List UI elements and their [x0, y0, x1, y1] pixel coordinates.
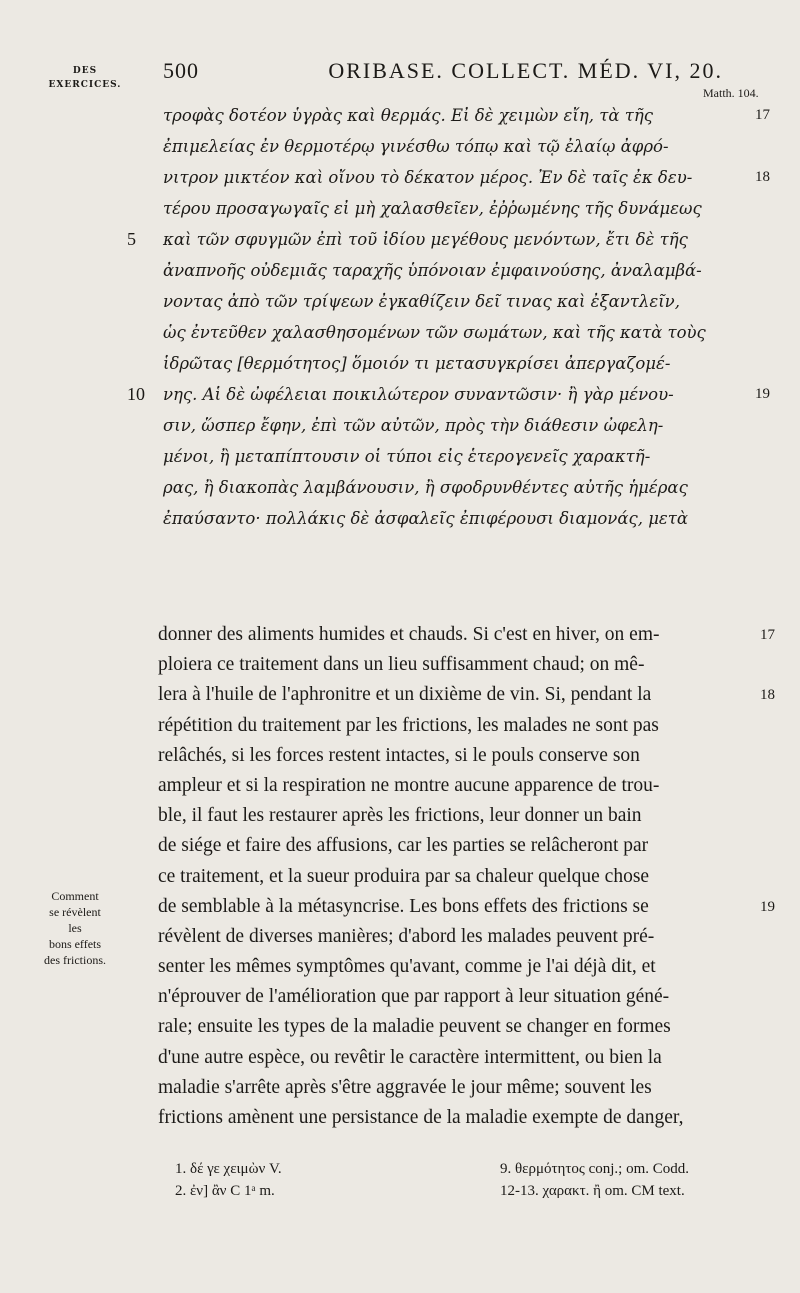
- line-text: de semblable à la métasyncrise. Les bons effets des frictions se: [158, 895, 649, 917]
- section-number: 17: [760, 627, 775, 643]
- french-line: [158, 650, 768, 680]
- line-text: νης. Αἱ δὲ ὠφέλειαι ποικιλώτερον συναντῶσιν· ἢ γὰρ μένου-: [163, 385, 674, 404]
- french-line: [158, 711, 768, 741]
- sidenote-line: les: [68, 921, 82, 935]
- section-number: 19: [760, 898, 775, 915]
- line-text: ἱδρῶτας [θερμότητος] ὅμοιόν τι μετασυγκρίσει ἀπεργαζομέ-: [163, 354, 671, 373]
- margin-sidenote: [30, 888, 120, 968]
- sidenote-line: bons effets: [48, 937, 102, 951]
- greek-line: [163, 162, 770, 193]
- line-text: σιν, ὥσπερ ἔφην, ἐπὶ τῶν αὐτῶν, πρὸς τὴν διάθεσιν ὠφελη-: [163, 416, 664, 435]
- section-number: 18: [760, 687, 775, 704]
- sidenote-line: Comment: [51, 889, 99, 903]
- line-text: μένοι, ἢ μεταπίπτουσιν οἱ τύποι εἰς ἑτερογενεῖς χαρακτῆ-: [163, 447, 651, 466]
- french-line: [158, 1103, 768, 1133]
- line-text: ble, il faut les restaurer après les frictions, leur donner un bain: [158, 805, 642, 827]
- page-number: 500: [163, 58, 199, 83]
- line-text: de siége et faire des affusions, car les parties se relâcheront par: [158, 835, 649, 857]
- line-text: n'éprouver de l'amélioration que par rapport à leur situation géné-: [158, 986, 670, 1008]
- margin-head-line: DES: [72, 66, 98, 76]
- line-text: révèlent de diverses manières; d'abord les malades peuvent pré-: [158, 925, 655, 947]
- french-line: [158, 982, 768, 1012]
- line-text: νοντας ἀπὸ τῶν τρίψεων ἐγκαθίζειν δεῖ τινας καὶ ἐξαντλεῖν,: [163, 292, 680, 311]
- line-text: ρας, ἢ διακοπὰς λαμβάνουσιν, ἢ σφοδρυνθέντες αὐτῆς ἡμέρας: [163, 478, 688, 497]
- line-text: νιτρον μικτέον καὶ οἴνου τὸ δέκατον μέρος. Ἐν δὲ ταῖς ἐκ δευ-: [163, 168, 693, 187]
- french-line: [158, 680, 775, 710]
- apparatus-row: [175, 1158, 775, 1180]
- french-line: [158, 862, 768, 892]
- apparatus-note: 12-13. χαρακτ. ἢ om. CM text.: [500, 1183, 685, 1199]
- french-line: [158, 1073, 768, 1103]
- greek-text-block: [127, 100, 770, 534]
- apparatus-row: [175, 1180, 775, 1202]
- line-text: donner des aliments humides et chauds. Si c'est en hiver, on em-: [158, 624, 660, 645]
- section-number: 18: [755, 169, 770, 185]
- line-text: ce traitement, et la sueur produira par sa chaleur quelque chose: [158, 865, 650, 887]
- french-line: [158, 892, 775, 922]
- section-number: 17: [755, 107, 770, 123]
- line-text: lera à l'huile de l'aphronitre et un dixième de vin. Si, pendant la: [158, 684, 652, 706]
- french-line: [158, 741, 768, 771]
- line-text: d'une autre espèce, ou revêtir le caractère intermittent, ou bien la: [158, 1046, 662, 1068]
- greek-line: [163, 503, 763, 534]
- line-text: ἐπιμελείας ἐν θερμοτέρῳ γινέσθω τόπῳ καὶ τῷ ἐλαίῳ ἀφρό-: [163, 137, 669, 156]
- french-line: [158, 922, 768, 952]
- french-line: [158, 801, 768, 831]
- line-text: ὡς ἐντεῦθεν χαλασθησομένων τῶν σωμάτων, καὶ τῆς κατὰ τοὺς: [163, 323, 706, 342]
- section-number: 19: [755, 386, 770, 402]
- margin-head-line: EXERCICES.: [48, 80, 122, 90]
- apparatus-note: 2. ἐν] ἂν C 1ᵃ m.: [175, 1183, 275, 1199]
- line-text: ampleur et si la respiration ne montre aucune apparence de trou-: [158, 774, 660, 796]
- line-text: répétition du traitement par les frictions, les malades ne sont pas: [158, 714, 659, 736]
- line-text: ploiera ce traitement dans un lieu suffisamment chaud; on mê-: [158, 654, 645, 676]
- matth-reference: Matth. 104.: [703, 86, 759, 100]
- margin-running-head: [40, 64, 130, 92]
- line-text: senter les mêmes symptômes qu'avant, comme je l'ai déjà dit, et: [158, 956, 656, 978]
- french-line: [158, 831, 768, 861]
- greek-line: [163, 348, 763, 379]
- greek-line: [163, 193, 763, 224]
- apparatus-note: 9. θερμότητος conj.; om. Codd.: [500, 1161, 690, 1177]
- greek-line: [163, 317, 763, 348]
- line-text: relâchés, si les forces restent intactes, si le pouls conserve son: [158, 744, 640, 766]
- greek-line: [163, 286, 763, 317]
- greek-line: [163, 410, 763, 441]
- sidenote-line: se révèlent: [49, 905, 101, 919]
- french-translation-block: [158, 620, 775, 1133]
- greek-line: [127, 379, 770, 410]
- french-line: [158, 1012, 768, 1042]
- greek-line: [163, 100, 770, 131]
- line-text: maladie s'arrête après s'être aggravée le jour même; souvent les: [158, 1076, 652, 1098]
- line-text: ἀναπνοῆς οὐδεμιᾶς ταραχῆς ὑπόνοιαν ἐμφαινούσης, ἀναλαμβά-: [163, 261, 702, 280]
- line-text: ἐπαύσαντο· πολλάκις δὲ ἀσφαλεῖς ἐπιφέρουσι διαμονάς, μετὰ: [163, 509, 689, 528]
- greek-line: [163, 131, 763, 162]
- line-number: 10: [127, 384, 145, 404]
- line-text: frictions amènent une persistance de la maladie exempte de danger,: [158, 1107, 684, 1128]
- french-line: [158, 620, 775, 650]
- line-text: καὶ τῶν σφυγμῶν ἐπὶ τοῦ ἰδίου μεγέθους μενόντων, ἔτι δὲ τῆς: [163, 230, 688, 249]
- french-line: [158, 1043, 768, 1073]
- greek-line: [163, 472, 763, 503]
- line-text: rale; ensuite les types de la maladie peuvent se changer en formes: [158, 1016, 671, 1038]
- line-text: τροφὰς δοτέον ὑγρὰς καὶ θερμάς. Εἰ δὲ χειμὼν εἴη, τὰ τῆς: [163, 106, 654, 125]
- french-line: [158, 952, 768, 982]
- greek-line: [163, 255, 763, 286]
- greek-line: [163, 441, 763, 472]
- greek-line: [127, 224, 763, 255]
- line-number: 5: [127, 229, 136, 249]
- sidenote-line: des frictions.: [44, 953, 106, 967]
- french-line: [158, 771, 768, 801]
- critical-apparatus: [175, 1158, 775, 1202]
- line-text: τέρου προσαγωγαῖς εἰ μὴ χαλασθεῖεν, ἐῤῥωμένης τῆς δυνάμεως: [163, 199, 702, 218]
- apparatus-note: 1. δέ γε χειμὼν V.: [175, 1161, 282, 1177]
- page-header: [163, 58, 723, 84]
- running-title: ORIBASE. COLLECT. MÉD. VI, 20.: [328, 58, 723, 83]
